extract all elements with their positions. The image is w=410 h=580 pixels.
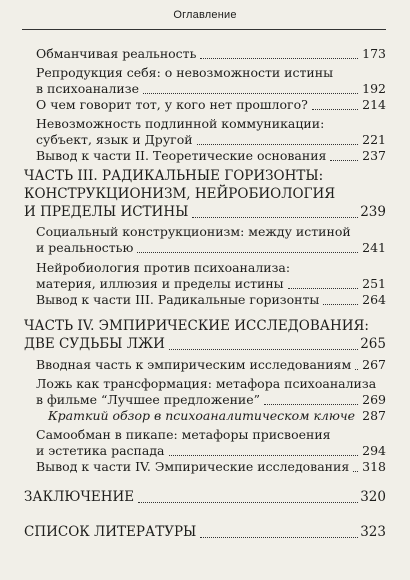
toc-entry-title: Социальный конструкционизм: между истиной xyxy=(36,224,351,239)
toc-page-number: 294 xyxy=(362,443,386,458)
dot-leader xyxy=(169,349,358,350)
toc-page-number: 318 xyxy=(362,459,386,474)
dot-leader xyxy=(143,93,358,94)
toc-entry-title: Ложь как трансформация: метафора психоанализа xyxy=(36,376,377,391)
toc-entry-title: КОНСТРУКЦИОНИЗМ, НЕЙРОБИОЛОГИЯ xyxy=(24,186,336,202)
toc-entry-title: и эстетика распада xyxy=(36,443,165,458)
toc-page-number: 264 xyxy=(362,292,386,307)
dot-leader xyxy=(137,252,358,253)
dot-leader xyxy=(200,537,358,538)
toc-page-number: 320 xyxy=(360,489,386,505)
toc-entry-title: в психоанализе xyxy=(36,81,139,96)
dot-leader xyxy=(312,109,358,110)
toc-entry-title: Вывод к части II. Теоретические основания xyxy=(36,148,327,163)
toc-entry-title: в фильме “Лучшее предложение” xyxy=(36,392,261,407)
toc-page-number: 192 xyxy=(362,81,386,96)
running-header: Оглавление xyxy=(173,9,237,21)
toc-entry-title: ЧАСТЬ IV. ЭМПИРИЧЕСКИЕ ИССЛЕДОВАНИЯ: xyxy=(24,318,369,334)
toc-page-number: 214 xyxy=(362,97,386,112)
dot-leader xyxy=(355,369,358,370)
dot-leader xyxy=(200,58,358,59)
toc-entry-title: Обманчивая реальность xyxy=(36,46,197,61)
toc-entry-title: Вывод к части IV. Эмпирические исследования xyxy=(36,459,350,474)
toc-entry-title: Краткий обзор в психоаналитическом ключе xyxy=(48,408,356,423)
toc-page-number: 251 xyxy=(362,276,386,291)
toc-entry-title: Вводная часть к эмпирическим исследованиям xyxy=(36,357,352,372)
toc-page-number: 265 xyxy=(360,336,386,352)
toc-page-number: 267 xyxy=(362,357,386,372)
toc-entry-title: СПИСОК ЛИТЕРАТУРЫ xyxy=(24,524,197,540)
toc-page-number: 173 xyxy=(362,46,386,61)
dot-leader xyxy=(264,404,358,405)
dot-leader xyxy=(169,455,358,456)
dot-leader xyxy=(323,304,358,305)
toc-entry-title: материя, иллюзия и пределы истины xyxy=(36,276,284,291)
toc-entry-title: О чем говорит тот, у кого нет прошлого? xyxy=(36,97,308,112)
toc-entry-title: ДВЕ СУДЬБЫ ЛЖИ xyxy=(24,336,165,352)
dot-leader xyxy=(330,160,358,161)
toc-entry-title: Вывод к части III. Радикальные горизонты xyxy=(36,292,320,307)
dot-leader xyxy=(192,217,358,218)
toc-entry-title: Самообман в пикапе: метафоры присвоения xyxy=(36,427,331,442)
toc-entry-title: И ПРЕДЕЛЫ ИСТИНЫ xyxy=(24,204,189,220)
toc-entry-title: ЗАКЛЮЧЕНИЕ xyxy=(24,489,135,505)
dot-leader xyxy=(197,144,358,145)
toc-page-number: 287 xyxy=(362,408,386,423)
toc-page-number: 323 xyxy=(360,524,386,540)
toc-entry-title: Репродукция себя: о невозможности истины xyxy=(36,65,334,80)
dot-leader xyxy=(288,288,358,289)
toc-page-number: 237 xyxy=(362,148,386,163)
toc-entry-title: Невозможность подлинной коммуникации: xyxy=(36,116,325,131)
toc-page-number: 241 xyxy=(362,240,386,255)
toc-page-number: 239 xyxy=(360,204,386,220)
toc-page-number: 221 xyxy=(362,132,386,147)
toc-entry-title: Нейробиология против психоанализа: xyxy=(36,260,291,275)
toc-entry-title: субъект, язык и Другой xyxy=(36,132,193,147)
toc-page-number: 269 xyxy=(362,392,386,407)
dot-leader xyxy=(138,502,358,503)
dot-leader xyxy=(353,471,358,472)
toc-entry-title: ЧАСТЬ III. РАДИКАЛЬНЫЕ ГОРИЗОНТЫ: xyxy=(24,168,324,184)
toc-entry-title: и реальностью xyxy=(36,240,134,255)
